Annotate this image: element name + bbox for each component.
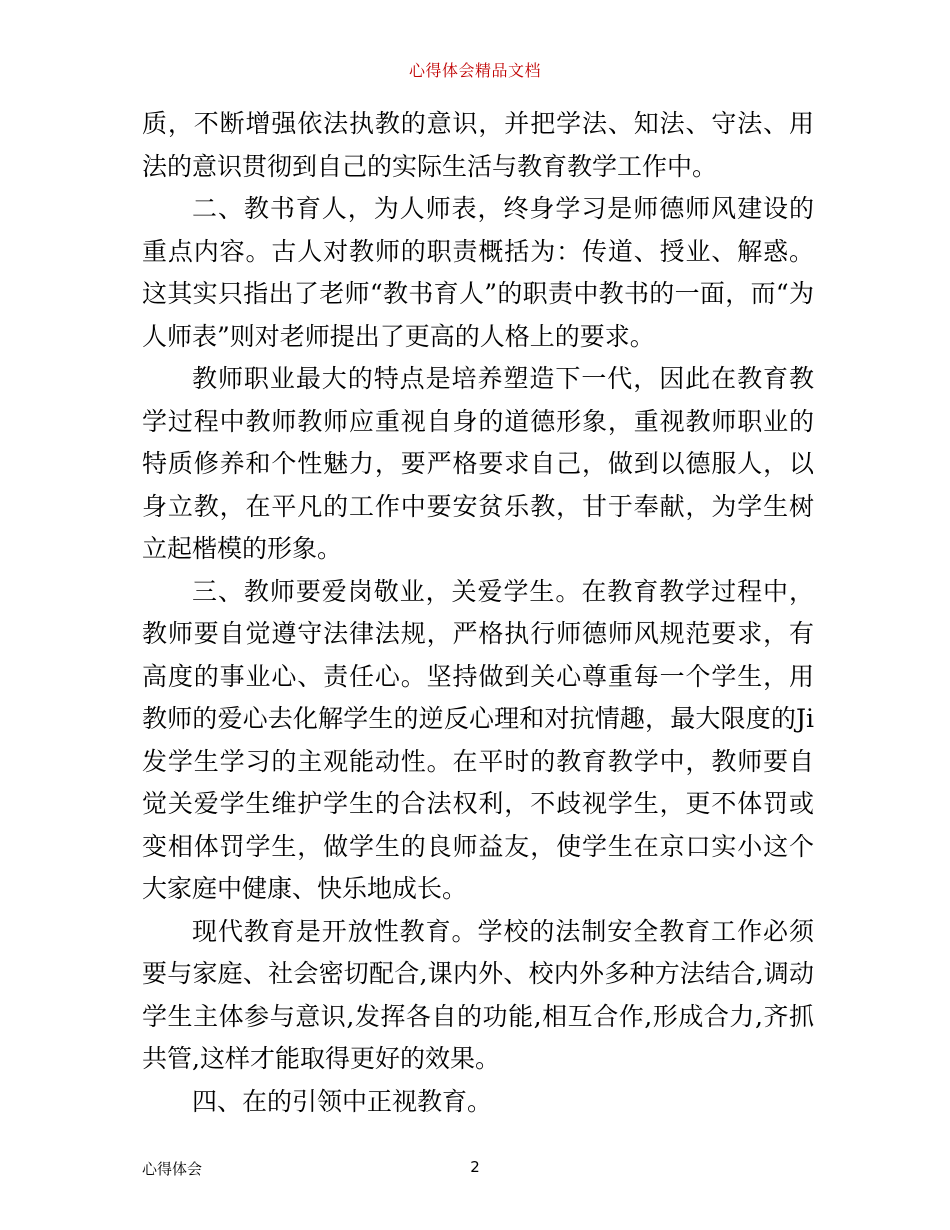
page-header-title: 心得体会精品文档: [408, 61, 541, 80]
document-body: [142, 103, 814, 1123]
paragraph-section-two: 二、教书育人，为人师表，终身学习是师德师风建设的重点内容。古人对教师的职责概括为：传道、授业、解惑。这其实只指出了老师“教书育人”的职责中教书的一面，而“为人师表”则对老师提出了更高的人格上的要求。: [142, 194, 814, 351]
page-footer-label: 心得体会: [142, 1160, 203, 1178]
paragraph-continued: 质，不断增强依法执教的意识，并把学法、知法、守法、用法的意识贯彻到自己的实际生活与教育教学工作中。: [142, 109, 814, 181]
page-number: 2: [470, 1158, 480, 1176]
paragraph-teacher-profession: 教师职业最大的特点是培养塑造下一代，因此在教育教学过程中教师教师应重视自身的道德形象，重视教师职业的特质修养和个性魅力，要严格要求自己，做到以德服人，以身立教，在平凡的工作中要安贫乐教，甘于奉献，为学生树立起楷模的形象。: [142, 364, 814, 563]
paragraph-modern-education: 现代教育是开放性教育。学校的法制安全教育工作必须要与家庭、社会密切配合,课内外、校内外多种方法结合,调动学生主体参与意识,发挥各自的功能,相互合作,形成合力,齐抓共管,这样才能取得更好的效果。: [142, 916, 814, 1073]
paragraph-section-three: 三、教师要爱岗敬业，关爱学生。在教育教学过程中，教师要自觉遵守法律法规，严格执行师德师风规范要求，有高度的事业心、责任心。坚持做到关心尊重每一个学生，用教师的爱心去化解学生的逆反心理和对抗情趣，最大限度的Ji发学生学习的主观能动性。在平时的教育教学中，教师要自觉关爱学生维护学生的合法权利，不歧视学生，更不体罚或变相体罚学生，做学生的良师益友，使学生在京口实小这个大家庭中健康、快乐地成长。: [142, 576, 814, 903]
paragraph-section-four: 四、在的引领中正视教育。: [192, 1086, 493, 1116]
